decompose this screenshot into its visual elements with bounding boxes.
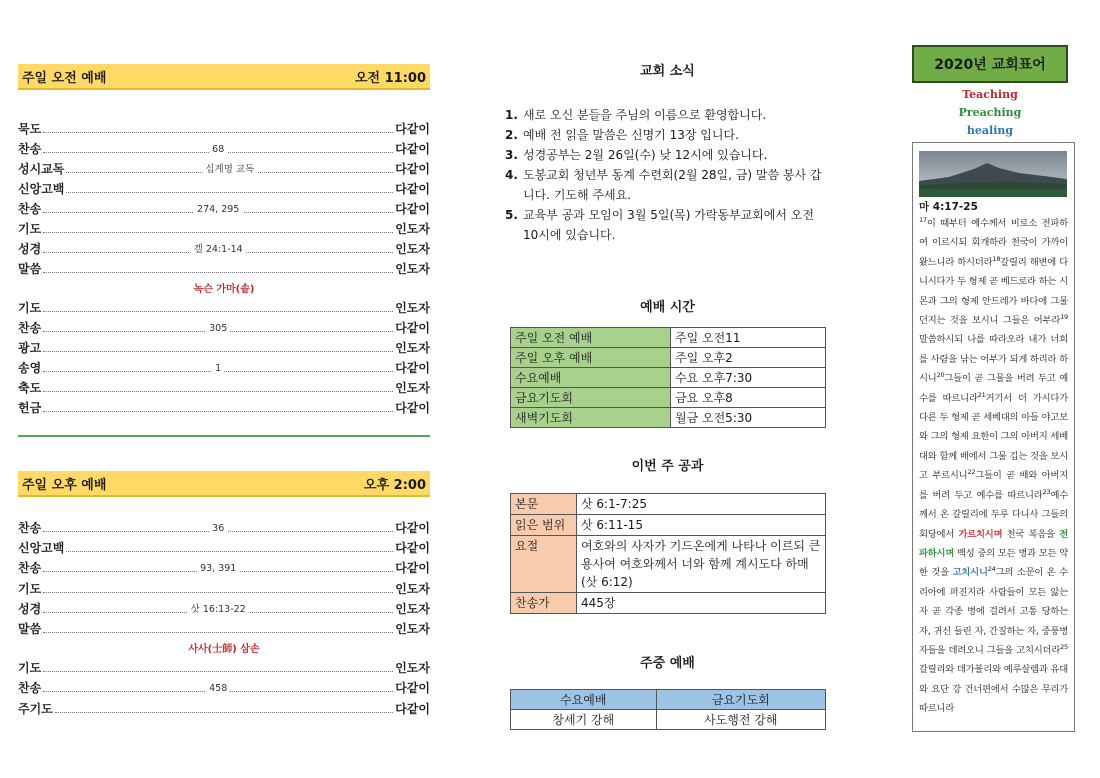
lesson-row — [511, 593, 826, 614]
midweek-value-row — [511, 710, 826, 730]
dot-leader — [43, 403, 393, 412]
motto-title-box — [912, 45, 1068, 83]
order-row — [18, 339, 430, 359]
order-item-label: 찬송 — [18, 321, 42, 335]
order-item-leader: 인도자 — [395, 341, 430, 355]
lesson-key: 찬송가 — [511, 593, 577, 614]
dot-leader — [66, 184, 393, 193]
worship-times-table — [510, 327, 826, 428]
lesson-table — [510, 493, 826, 614]
highlight-teaching: 가르치시며 — [958, 528, 1003, 540]
order-item-label: 기도 — [18, 581, 42, 596]
dot-leader — [43, 363, 393, 372]
news-item-number: 1. — [505, 108, 518, 122]
news-item-number: 4. — [505, 168, 518, 182]
dot-leader — [43, 343, 393, 352]
order-row — [18, 299, 430, 319]
worship-name: 새벽기도회 — [511, 408, 671, 428]
lesson-row — [511, 515, 826, 536]
lesson-key: 요절 — [511, 536, 577, 593]
verse-text: 천국 복음을 — [1002, 528, 1060, 540]
morning-service — [18, 64, 430, 419]
news-item-number: 5. — [505, 208, 518, 222]
worship-time-row — [511, 328, 826, 348]
afternoon-sermon-title: 사사(士師) 삼손 — [188, 644, 260, 656]
motto-word-preaching: Preaching — [958, 106, 1022, 119]
dot-leader — [43, 383, 393, 392]
order-item-label: 기도 — [18, 661, 42, 676]
dot-leader — [43, 624, 393, 633]
verse-text: 이 때부터 예수께서 비로소 전파하여 이르시되 회개하라 천국이 가까이 왔느니라 하시더라 — [919, 218, 1068, 268]
order-item-detail: 458 — [206, 683, 230, 694]
worship-time: 월금 오전5:30 — [671, 408, 826, 428]
order-row — [18, 359, 430, 379]
lesson-value: 여호와의 사자가 기드온에게 나타나 이르되 큰 용사여 여호와께서 너와 함께 계시도다 하매(삿 6:12) — [577, 536, 826, 593]
dot-leader — [43, 563, 393, 575]
order-row — [18, 260, 430, 280]
order-item-leader: 인도자 — [395, 222, 430, 236]
morning-service-title: 주일 오전 예배 — [22, 70, 107, 86]
worship-name: 금요기도회 — [511, 388, 671, 408]
midweek-table — [510, 689, 826, 730]
order-item-leader: 인도자 — [395, 621, 430, 636]
worship-time-row — [511, 368, 826, 388]
order-item-leader: 다같이 — [395, 561, 430, 576]
order-item-leader: 다같이 — [395, 361, 430, 375]
verse-number: 19 — [1060, 312, 1068, 321]
worship-time: 주일 오전11 — [671, 328, 826, 348]
worship-name: 수요예배 — [511, 368, 671, 388]
order-item-label: 묵도 — [18, 122, 42, 136]
order-row — [18, 519, 430, 539]
order-item-leader: 인도자 — [395, 381, 430, 395]
order-item-leader: 인도자 — [395, 242, 430, 256]
order-item-leader: 다같이 — [395, 701, 430, 716]
lesson-title: 이번 주 공과 — [631, 459, 704, 474]
order-item-leader: 다같이 — [395, 142, 430, 156]
order-item-leader: 인도자 — [395, 601, 430, 616]
dot-leader — [43, 323, 393, 332]
news-item-text: 성경공부는 2월 26일(수) 낮 12시에 있습니다. — [523, 148, 768, 162]
midweek-value-wed: 창세기 강해 — [511, 710, 657, 730]
order-item-label: 말씀 — [18, 262, 42, 276]
scripture-passage — [919, 214, 1068, 719]
afternoon-service-title: 주일 오후 예배 — [22, 477, 107, 493]
dot-leader — [43, 124, 393, 133]
lesson-value: 삿 6:11-15 — [577, 515, 826, 536]
news-item — [505, 125, 830, 145]
worship-time-row — [511, 388, 826, 408]
verse-number: 24 — [987, 565, 996, 574]
church-news — [505, 60, 830, 245]
order-item-label: 찬송 — [18, 561, 42, 576]
afternoon-order-list — [18, 519, 430, 720]
order-item-label: 찬송 — [18, 202, 42, 216]
order-row — [18, 539, 430, 559]
order-item-label: 말씀 — [18, 621, 42, 636]
dot-leader — [43, 663, 393, 672]
order-row — [18, 580, 430, 600]
worship-time-row — [511, 348, 826, 368]
morning-service-time: 오전 11:00 — [354, 70, 426, 86]
verse-text: 예수께서 온 갈릴리에 두루 다니사 그들의 회당에서 — [919, 489, 1068, 540]
dot-leader — [66, 164, 393, 173]
motto-words — [912, 86, 1068, 140]
order-item-leader: 다같이 — [395, 202, 430, 216]
worship-name: 주일 오전 예배 — [511, 328, 671, 348]
verse-number: 18 — [992, 254, 1001, 263]
worship-times-title: 예배 시간 — [640, 300, 695, 315]
order-item-leader: 인도자 — [395, 262, 430, 276]
verse-number: 25 — [1060, 642, 1068, 651]
midweek-header-row — [511, 690, 826, 710]
order-item-detail: 십계명 교독 — [202, 161, 257, 175]
news-item — [505, 105, 830, 125]
news-item-text: 예배 전 읽을 말씀은 신명기 13장 입니다. — [523, 128, 739, 142]
order-row — [18, 659, 430, 679]
order-item-detail: 93, 391 — [197, 563, 239, 574]
worship-name: 주일 오후 예배 — [511, 348, 671, 368]
order-row — [18, 140, 430, 160]
order-item-leader: 다같이 — [395, 541, 430, 556]
order-item-leader: 다같이 — [395, 162, 430, 176]
order-row — [18, 700, 430, 720]
order-row — [18, 220, 430, 240]
order-item-leader: 인도자 — [395, 581, 430, 596]
news-item-number: 2. — [505, 128, 518, 142]
order-item-label: 기도 — [18, 222, 42, 236]
motto-word-teaching: Teaching — [962, 88, 1018, 101]
news-item — [505, 145, 830, 165]
lesson-key: 본문 — [511, 494, 577, 515]
scripture-box — [912, 142, 1075, 732]
order-row — [18, 180, 430, 200]
morning-order-list — [18, 120, 430, 419]
news-item-text: 교육부 공과 모임이 3월 5일(목) 가락동부교회에서 오전 10시에 있습니다. — [523, 208, 814, 242]
order-item-label: 축도 — [18, 381, 42, 395]
news-list — [505, 105, 830, 245]
order-item-leader: 다같이 — [395, 182, 430, 196]
midweek-header-fri: 금요기도회 — [656, 690, 825, 710]
order-row — [18, 600, 430, 620]
order-row — [18, 559, 430, 579]
order-item-label: 헌금 — [18, 401, 42, 415]
dot-leader — [43, 144, 393, 153]
lesson-value: 445장 — [577, 593, 826, 614]
order-row — [18, 379, 430, 399]
verse-text: 그들이 곧 그물을 버려 두고 예수를 따르니라 — [919, 373, 1068, 404]
dot-leader — [43, 584, 393, 593]
order-item-detail: 1 — [212, 363, 224, 374]
dot-leader — [43, 683, 393, 695]
verse-text: 그들이 곧 배와 아버지를 버려 두고 예수를 따르니라 — [919, 470, 1068, 501]
verse-text: 백성 중의 모든 병과 모든 약한 것을 — [919, 547, 1068, 579]
morning-sermon-title: 녹슨 가마(솥) — [193, 284, 255, 295]
order-item-label: 신앙고백 — [18, 182, 65, 196]
dot-leader — [43, 604, 393, 613]
worship-time: 금요 오후8 — [671, 388, 826, 408]
dot-leader — [43, 204, 393, 213]
order-row — [18, 240, 430, 260]
afternoon-service — [18, 471, 430, 720]
order-row — [18, 200, 430, 220]
order-item-label: 광고 — [18, 341, 42, 355]
verse-number: 22 — [967, 468, 976, 477]
order-row — [18, 319, 430, 339]
verse-text: 갈릴리 해변에 다니시다가 두 형제 곧 베드로라 하는 시몬과 그의 형제 안드레가 바다에 그물 던지는 것을 보시니 그들은 어부라 — [919, 256, 1068, 327]
motto-word-healing: healing — [966, 124, 1014, 137]
order-item-label: 신앙고백 — [18, 541, 65, 556]
dot-leader — [43, 523, 393, 532]
worship-time: 수요 오후7:30 — [671, 368, 826, 388]
order-item-detail: 겔 24:1-14 — [191, 241, 246, 255]
order-item-leader: 다같이 — [395, 681, 430, 696]
order-row — [18, 160, 430, 180]
news-item-number: 3. — [505, 148, 518, 162]
lesson-row — [511, 494, 826, 515]
order-item-label: 기도 — [18, 301, 42, 315]
dot-leader — [43, 264, 393, 273]
order-item-leader: 다같이 — [395, 401, 430, 415]
midweek-value-fri: 사도행전 강해 — [656, 710, 825, 730]
verse-number: 17 — [919, 215, 927, 224]
order-item-detail: 삿 16:13-22 — [188, 601, 249, 615]
news-item-text: 새로 오신 분들을 주님의 이름으로 환영합니다. — [523, 108, 767, 122]
afternoon-service-time: 오후 2:00 — [364, 477, 426, 493]
section-divider — [18, 435, 430, 437]
afternoon-service-header — [18, 471, 430, 497]
order-item-label: 찬송 — [18, 142, 42, 156]
news-title: 교회 소식 — [640, 64, 695, 79]
order-item-label: 찬송 — [18, 681, 42, 696]
order-item-label: 송영 — [18, 361, 42, 375]
dot-leader — [66, 543, 393, 552]
order-item-label: 성경 — [18, 601, 42, 616]
order-item-leader: 다같이 — [395, 321, 430, 335]
news-item — [505, 205, 830, 245]
order-item-leader: 다같이 — [395, 122, 430, 136]
mountain-landscape-image — [919, 151, 1067, 197]
order-item-detail: 68 — [209, 144, 227, 155]
order-row — [18, 620, 430, 640]
order-item-label: 성시교독 — [18, 162, 65, 176]
order-row — [18, 679, 430, 699]
verse-text: 거기서 더 가시다가 다른 두 형제 곧 세베대의 아들 야고보와 그의 형제 요한이 그의 아버지 세베대와 함께 배에서 그물 깁는 것을 보시고 부르시니 — [919, 392, 1068, 482]
midweek-title: 주중 예배 — [640, 656, 695, 671]
dot-leader — [43, 224, 393, 233]
dot-leader — [43, 244, 393, 253]
news-item-text: 도봉교회 청년부 동계 수련회(2월 28일, 금) 말씀 봉사 갑니다. 기도해 주세요. — [523, 168, 822, 202]
scripture-reference: 마 4:17-25 — [919, 201, 978, 213]
worship-time: 주일 오후2 — [671, 348, 826, 368]
order-item-label: 성경 — [18, 242, 42, 256]
order-item-detail: 36 — [209, 523, 227, 534]
dot-leader — [55, 704, 393, 713]
order-item-leader: 인도자 — [395, 661, 430, 676]
verse-number: 23 — [1042, 487, 1051, 496]
news-item — [505, 165, 830, 205]
lesson-row — [511, 536, 826, 593]
lesson-key: 읽은 범위 — [511, 515, 577, 536]
order-row — [18, 120, 430, 140]
order-item-leader: 다같이 — [395, 521, 430, 535]
order-row — [18, 399, 430, 419]
order-item-detail: 305 — [206, 323, 230, 334]
worship-time-row — [511, 408, 826, 428]
midweek-header-wed: 수요예배 — [511, 690, 657, 710]
morning-service-header — [18, 64, 430, 90]
motto-title: 2020년 교회표어 — [934, 57, 1046, 73]
order-item-label: 주기도 — [18, 701, 53, 716]
lesson-value: 삿 6:1-7:25 — [577, 494, 826, 515]
verse-text: 말씀하시되 나를 따라오라 내가 너희를 사람을 낚는 어부가 되게 하리라 하시니 — [919, 334, 1068, 385]
verse-text: 그의 소문이 온 수리아에 퍼진지라 사람들이 모든 앓는 자 곧 각종 병에 걸려서 고통 당하는 자, 귀신 들린 자, 간질하는 자, 중풍병자들을 데려오니 그들을 고치시더라 — [919, 567, 1069, 656]
order-item-label: 찬송 — [18, 521, 42, 535]
order-item-detail: 274, 295 — [194, 204, 242, 215]
highlight-preaching: 전파하시며 — [919, 528, 1068, 559]
highlight-healing: 고치시니 — [952, 567, 988, 579]
verse-number: 20 — [936, 371, 945, 380]
verse-number: 21 — [977, 390, 986, 399]
order-item-leader: 인도자 — [395, 301, 430, 315]
verse-text: 갈릴리와 데가볼리와 예루살렘과 유대와 요단 강 건너편에서 수많은 무리가 따르니라 — [919, 664, 1068, 715]
dot-leader — [43, 303, 393, 312]
